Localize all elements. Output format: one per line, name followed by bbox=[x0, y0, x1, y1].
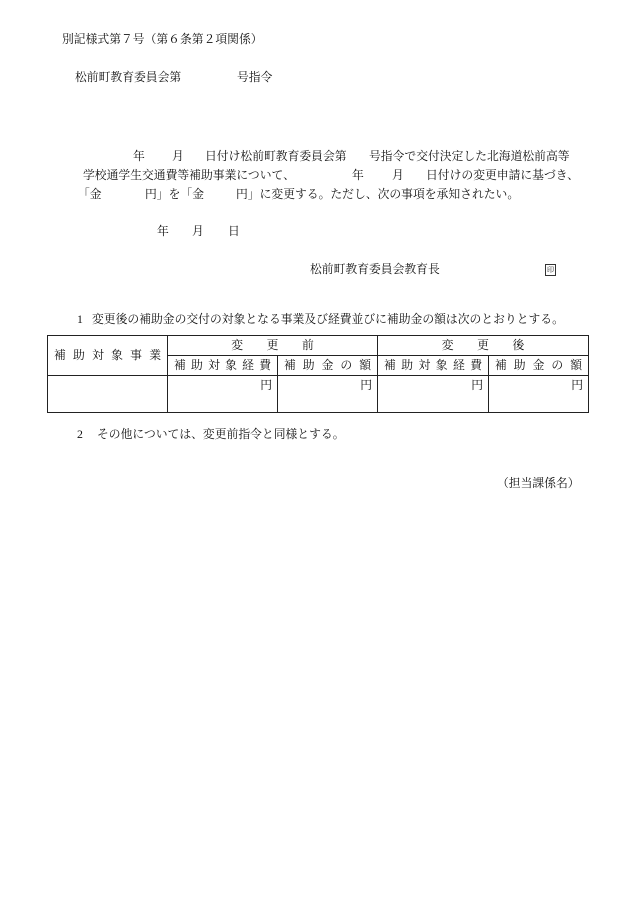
form-label: 別記様式第７号（第６条第２項関係） bbox=[62, 32, 263, 46]
contact-label: （担当課係名） bbox=[497, 476, 580, 490]
table-subheader-grant-before-label: 補 助 金 の 額 bbox=[284, 357, 371, 372]
body-line1-directive: 号指令で交付決定した北海道松前高等 bbox=[369, 149, 570, 163]
body-line3-amount-to: 円」を「金 bbox=[145, 187, 204, 201]
table-cell-cost-before: 円 bbox=[168, 376, 278, 413]
table-row bbox=[48, 376, 589, 413]
seal-mark: 印 bbox=[547, 266, 554, 274]
body-line1-dated: 日付け松前町教育委員会第 bbox=[205, 149, 347, 163]
table-cell-project bbox=[48, 376, 168, 413]
directive-number-prefix: 松前町教育委員会第 bbox=[75, 70, 182, 84]
directive-number-suffix: 号指令 bbox=[237, 70, 273, 84]
table-subheader-grant-before bbox=[278, 356, 378, 376]
body-line2-project: 学校通学生交通費等補助事業について、 bbox=[83, 168, 295, 182]
item1-number: 1 bbox=[77, 312, 83, 326]
body-line3-amount-from: 「金 bbox=[78, 187, 102, 201]
table-header-project-label: 補 助 対 象 事 業 bbox=[54, 347, 161, 362]
table-header-project bbox=[48, 336, 168, 376]
item1-text: 変更後の補助金の交付の対象となる事業及び経費並びに補助金の額は次のとおりとする。 bbox=[92, 312, 564, 326]
body-line3-conclusion: 円」に変更する。ただし、次の事項を承知されたい。 bbox=[236, 187, 520, 201]
table-header-before-label: 変 更 前 bbox=[231, 337, 314, 352]
table-header-before bbox=[168, 336, 378, 356]
table-cell-cost-after: 円 bbox=[378, 376, 489, 413]
body-line2-year: 年 bbox=[352, 168, 364, 182]
table-header-after bbox=[378, 336, 589, 356]
grant-table bbox=[47, 335, 589, 413]
body-line2-month: 月 bbox=[392, 168, 404, 182]
date-month: 月 bbox=[192, 224, 204, 238]
table-subheader-cost-before bbox=[168, 356, 278, 376]
body-line2-request: 日付けの変更申請に基づき、 bbox=[426, 168, 579, 182]
table-subheader-cost-after-label: 補 助 対 象 経 費 bbox=[384, 357, 482, 372]
issuer-title: 松前町教育委員会教育長 bbox=[310, 262, 440, 276]
table-cell-grant-before: 円 bbox=[278, 376, 378, 413]
item2-text: その他については、変更前指令と同様とする。 bbox=[97, 427, 345, 441]
date-day: 日 bbox=[228, 224, 240, 238]
table-subheader-cost-after bbox=[378, 356, 489, 376]
body-line1-month: 月 bbox=[172, 149, 184, 163]
item2-number: 2 bbox=[77, 427, 83, 441]
table-header-after-label: 変 更 後 bbox=[441, 337, 525, 352]
table-subheader-cost-before-label: 補 助 対 象 経 費 bbox=[174, 357, 271, 372]
date-year: 年 bbox=[157, 224, 169, 238]
table-subheader-grant-after bbox=[489, 356, 589, 376]
body-line1-year: 年 bbox=[133, 149, 145, 163]
table-subheader-grant-after-label: 補 助 金 の 額 bbox=[495, 357, 582, 372]
table-cell-grant-after: 円 bbox=[489, 376, 589, 413]
